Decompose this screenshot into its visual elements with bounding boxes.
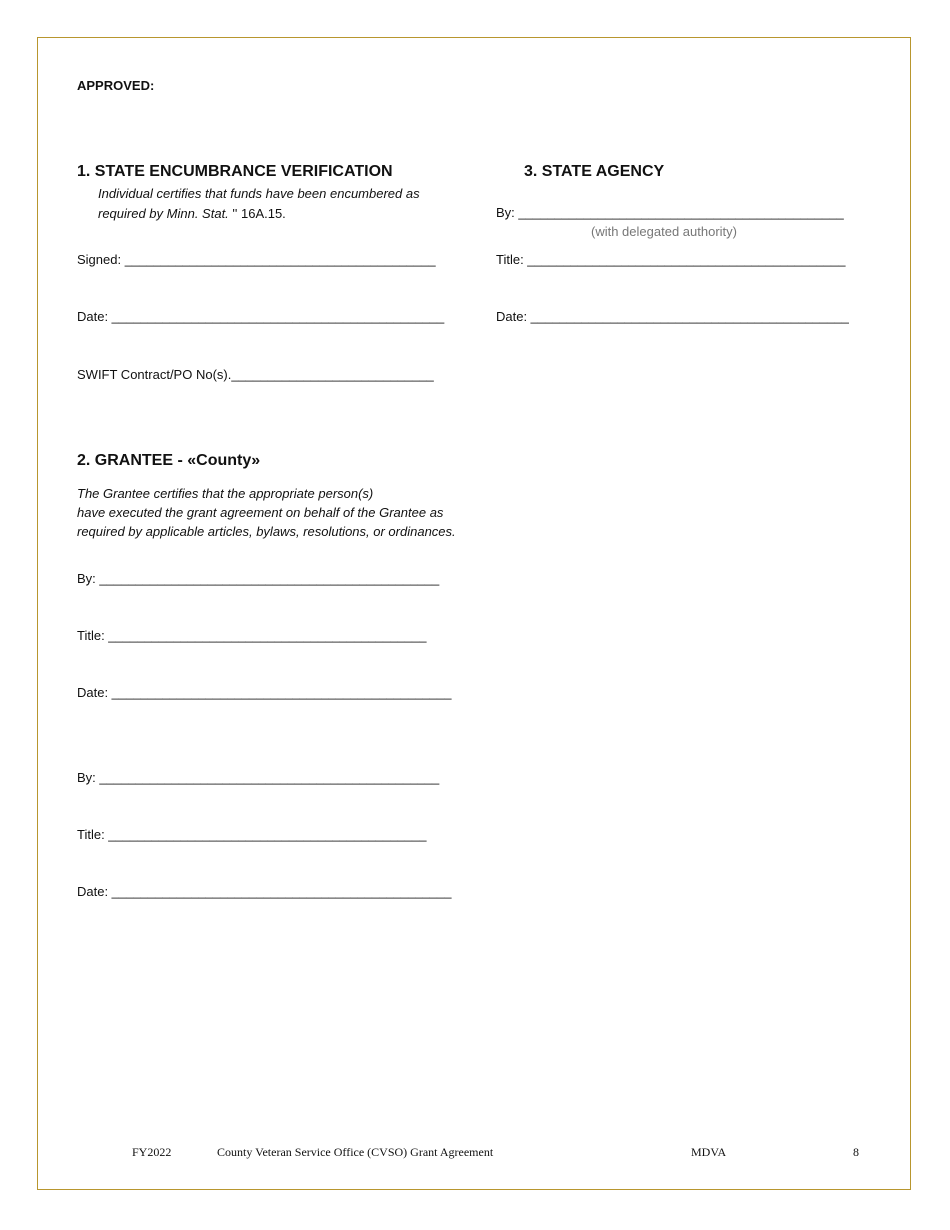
- grantee-by-field-1[interactable]: By: _______________________________________________: [77, 571, 440, 586]
- section1-date-field[interactable]: Date: ______________________________________________: [77, 309, 445, 324]
- grantee-cert-line1: The Grantee certifies that the appropriate person(s): [77, 486, 374, 501]
- section1-note-line2: [98, 206, 286, 221]
- section3-heading: 3. STATE AGENCY: [524, 163, 665, 180]
- grantee-date-field-1[interactable]: Date: _______________________________________________: [77, 685, 452, 700]
- grantee-date-field-2[interactable]: Date: _______________________________________________: [77, 884, 452, 899]
- swift-contract-field[interactable]: SWIFT Contract/PO No(s).____________________________: [77, 367, 434, 382]
- section1-note-line1: Individual certifies that funds have been encumbered as: [98, 186, 420, 201]
- footer-page-number: 8: [853, 1145, 859, 1159]
- section1-signed-field[interactable]: Signed: ___________________________________________: [77, 252, 436, 267]
- grantee-cert-line3: required by applicable articles, bylaws, resolutions, or ordinances.: [77, 524, 456, 539]
- section3-title-field[interactable]: Title: ____________________________________________: [496, 252, 846, 267]
- statute-reference: required by Minn. Stat.: [98, 206, 229, 221]
- section2-heading: 2. GRANTEE - «County»: [77, 452, 261, 469]
- grantee-by-field-2[interactable]: By: _______________________________________________: [77, 770, 440, 785]
- section3-by-field[interactable]: By: _____________________________________________: [496, 205, 844, 220]
- footer-agency: MDVA: [691, 1145, 727, 1159]
- approved-label: APPROVED:: [77, 78, 155, 93]
- grantee-title-field-1[interactable]: Title: ____________________________________________: [77, 628, 427, 643]
- delegated-authority-note: (with delegated authority): [591, 224, 737, 239]
- footer-fiscal-year: FY2022: [132, 1145, 172, 1159]
- footer-document-title: County Veteran Service Office (CVSO) Grant Agreement: [217, 1145, 494, 1159]
- section3-date-field[interactable]: Date: ____________________________________________: [496, 309, 849, 324]
- section1-heading: 1. STATE ENCUMBRANCE VERIFICATION: [77, 163, 393, 180]
- grantee-title-field-2[interactable]: Title: ____________________________________________: [77, 827, 427, 842]
- grantee-cert-line2: have executed the grant agreement on behalf of the Grantee as: [77, 505, 444, 520]
- statute-section: '' 16A.15.: [228, 206, 286, 221]
